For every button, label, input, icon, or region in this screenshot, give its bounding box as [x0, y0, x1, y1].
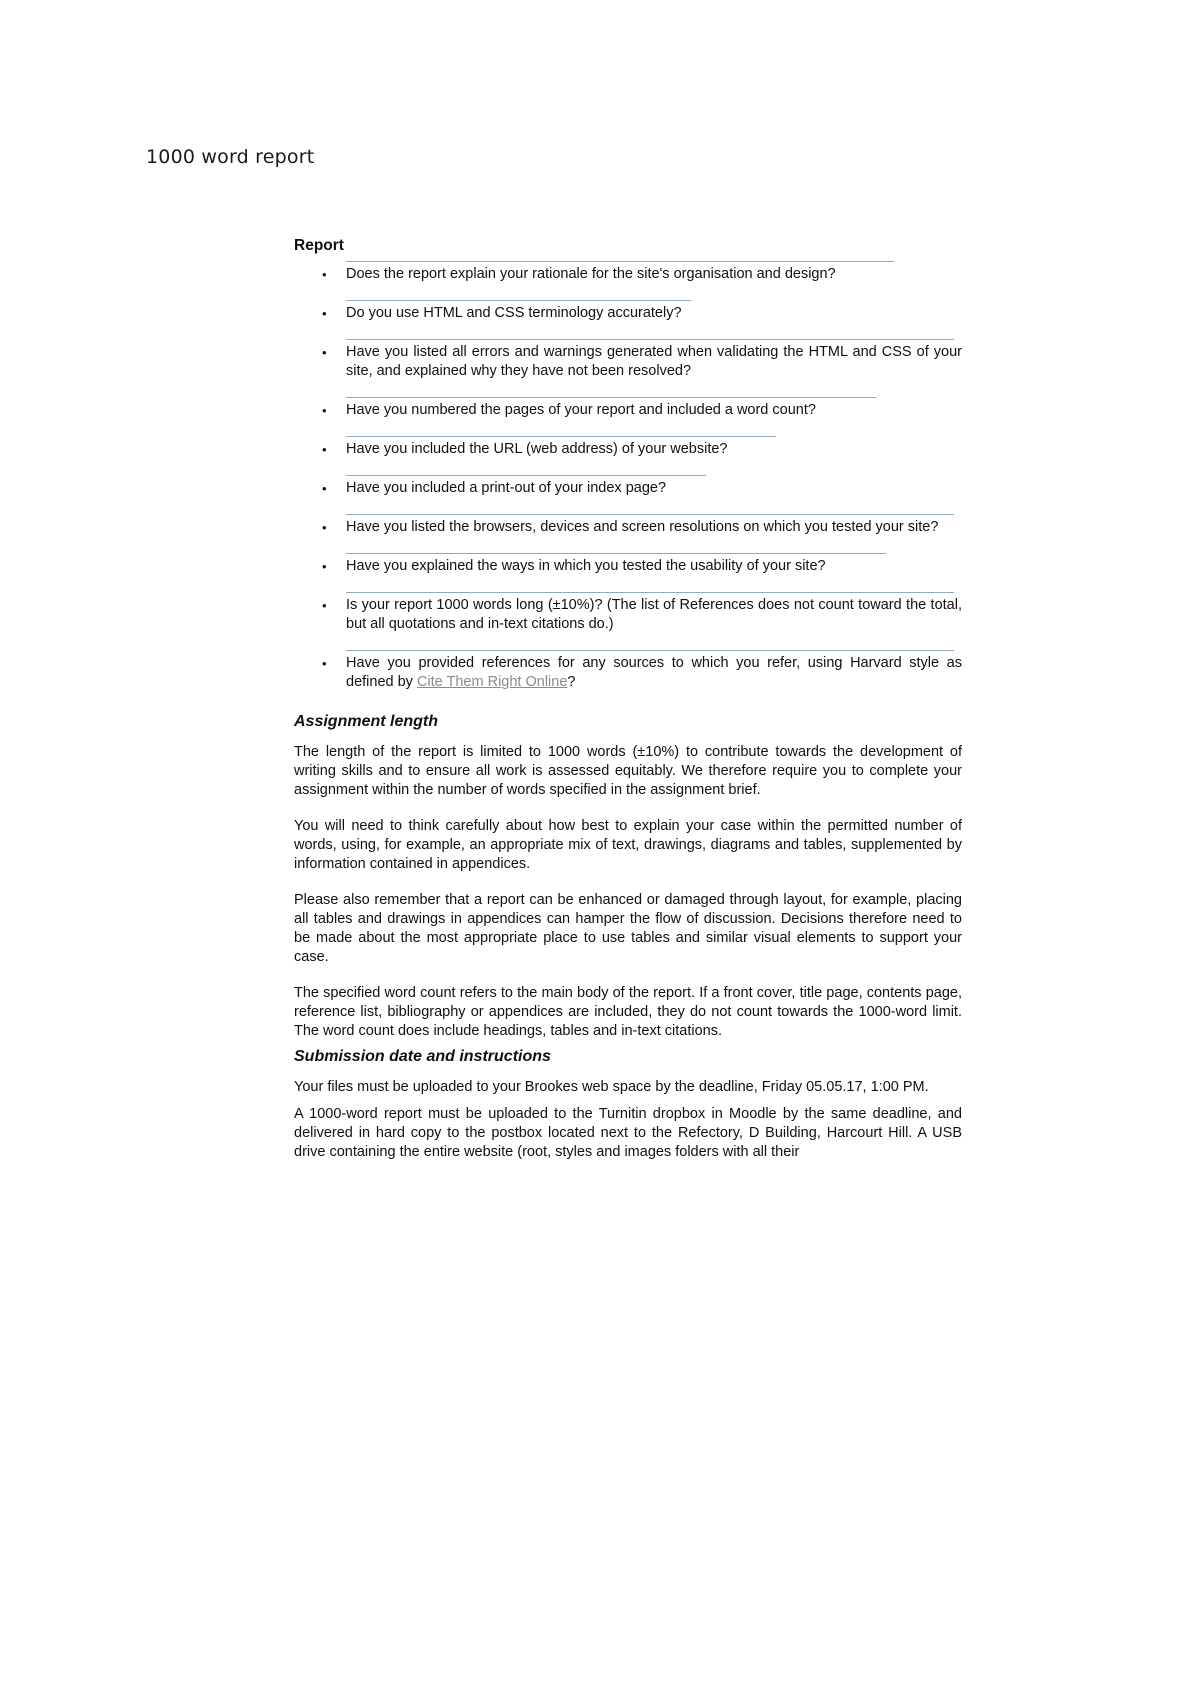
checklist-item [294, 479, 962, 498]
report-heading: Report [294, 237, 344, 254]
bullet-icon: • [322, 442, 327, 457]
bullet-icon: • [322, 481, 327, 496]
checklist-item [294, 343, 962, 381]
item-rule [346, 475, 706, 476]
checklist-item [294, 401, 962, 420]
paragraph: A 1000-word report must be uploaded to the Turnitin dropbox in Moodle by the same deadline, and delivered in hard copy to the postbox located next to the Refectory, D Building, Harcourt Hill. A USB drive containing the entire website (root, styles and images folders with all their [294, 1106, 962, 1160]
item-rule [346, 436, 776, 437]
bullet-icon: • [322, 267, 327, 282]
item-rule [346, 553, 886, 554]
paragraph: The specified word count refers to the main body of the report. If a front cover, title page, contents page, reference list, bibliography or appendices are included, they do not count towards the 1000-word limit. The word count does include headings, tables and in-text citations. [294, 985, 962, 1039]
checklist-item-text: Have you included the URL (web address) of your website? [346, 441, 728, 457]
item-rule [346, 650, 954, 651]
item-rule [346, 339, 954, 340]
checklist-item [294, 518, 962, 537]
bullet-icon: • [322, 559, 327, 574]
assignment-length-heading: Assignment length [294, 713, 439, 730]
checklist-item-text: Have you explained the ways in which you tested the usability of your site? [346, 558, 826, 574]
item-rule [346, 592, 954, 593]
checklist-item-suffix: ? [567, 674, 576, 690]
document-title: 1000 word report [146, 146, 315, 168]
cite-them-right-link[interactable]: Cite Them Right Online [416, 674, 568, 690]
document-body [294, 236, 962, 1179]
paragraph: The length of the report is limited to 1000 words (±10%) to contribute towards the development of writing skills and to ensure all work is assessed equitably. We therefore require you to complete your assignment within the number of words specified in the assignment brief. [294, 744, 962, 798]
checklist-item-text [346, 655, 962, 690]
checklist-item-text: Have you numbered the pages of your report and included a word count? [346, 402, 816, 418]
bullet-icon: • [322, 306, 327, 321]
submission-heading: Submission date and instructions [294, 1048, 551, 1065]
paragraph: Your files must be uploaded to your Brookes web space by the deadline, Friday 05.05.17, 1:00 PM. [294, 1079, 929, 1095]
bullet-icon: • [322, 345, 327, 360]
checklist-item [294, 557, 962, 576]
checklist-item [294, 654, 962, 692]
checklist-item [294, 304, 962, 323]
bullet-icon: • [322, 403, 327, 418]
paragraph: You will need to think carefully about how best to explain your case within the permitted number of words, using, for example, an appropriate mix of text, drawings, diagrams and tables, supplemented by information contained in appendices. [294, 818, 962, 872]
checklist-item [294, 265, 962, 284]
checklist-item-text: Is your report 1000 words long (±10%)? (The list of References does not count toward the total, but all quotations and in-text citations do.) [346, 597, 962, 632]
checklist-item-text: Have you listed the browsers, devices and screen resolutions on which you tested your site? [346, 519, 939, 535]
report-checklist [294, 265, 962, 692]
paragraph: Please also remember that a report can be enhanced or damaged through layout, for example, placing all tables and drawings in appendices can hamper the flow of discussion. Decisions therefore need to be made about the most appropriate place to use tables and similar visual elements to support your case. [294, 892, 962, 965]
item-rule [346, 514, 954, 515]
item-rule [346, 261, 894, 262]
checklist-item-text: Have you included a print-out of your index page? [346, 480, 667, 496]
bullet-icon: • [322, 520, 327, 535]
item-rule [346, 397, 876, 398]
checklist-item [294, 596, 962, 634]
checklist-item-text: Do you use HTML and CSS terminology accurately? [346, 305, 682, 321]
checklist-item-text: Does the report explain your rationale for the site's organisation and design? [346, 266, 836, 282]
item-rule [346, 300, 691, 301]
bullet-icon: • [322, 598, 327, 613]
bullet-icon: • [322, 656, 327, 671]
checklist-item-prefix: Have you provided references for any sources to which you refer, using Harvard style as defined by [346, 655, 962, 690]
checklist-item-text: Have you listed all errors and warnings generated when validating the HTML and CSS of your site, and explained why they have not been resolved? [346, 344, 962, 379]
checklist-item [294, 440, 962, 459]
